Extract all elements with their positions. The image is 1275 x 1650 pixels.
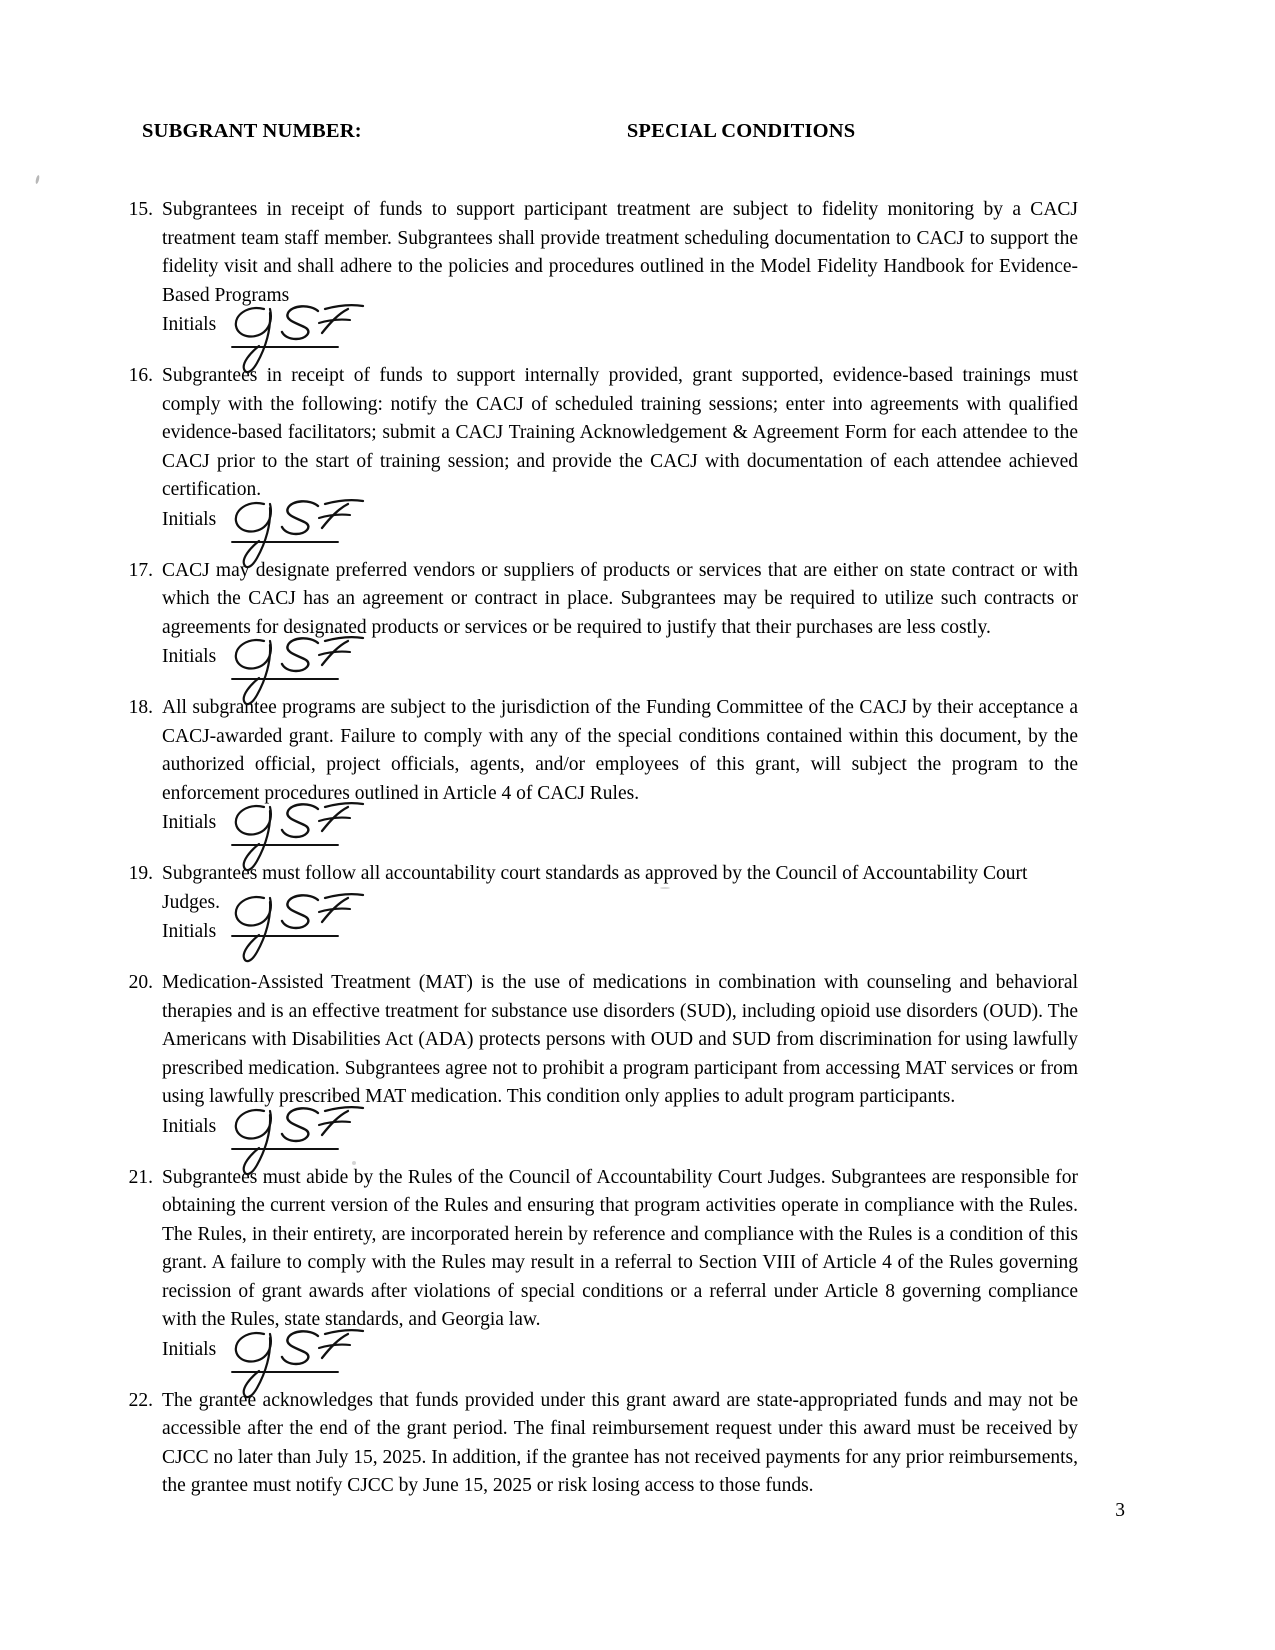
condition-number: 18. [128, 697, 153, 718]
condition-text: The grantee acknowledges that funds provided under this grant award are state-appropriated funds and may not be accessible after the end of the grant period. The final reimbursement request under this award must be received by CJCC no later than July 15, 2025. In addition, if the grantee has not received payments for any prior reimbursements, the grantee must notify CJCC by June 15, 2025 or risk losing access to those funds. [162, 1389, 1078, 1496]
condition-body [162, 969, 1078, 1147]
initials-row [162, 1113, 1078, 1147]
initials-row [162, 918, 1078, 952]
initials-label: Initials [162, 1115, 217, 1137]
initials-label: Initials [162, 314, 217, 335]
condition-body [162, 196, 1078, 345]
initials-label: Initials [162, 812, 217, 833]
initials-row [162, 1336, 1078, 1370]
initials-row [162, 506, 1078, 540]
initials-label: Initials [162, 646, 217, 667]
condition-number: 20. [128, 972, 153, 993]
condition-body [162, 362, 1078, 540]
scan-artifact [35, 175, 40, 184]
condition-number: 22. [128, 1389, 153, 1411]
condition-item [128, 694, 1078, 843]
page-header [142, 120, 1142, 143]
condition-body [162, 694, 1078, 843]
condition-text: Subgrantees must follow all accountability court standards as approved by the Council of Accountability Court [162, 863, 1028, 884]
condition-item [128, 557, 1078, 678]
condition-item [128, 362, 1078, 540]
condition-body [162, 1164, 1078, 1370]
condition-number: 15. [128, 199, 153, 220]
special-conditions-title: SPECIAL CONDITIONS [626, 120, 856, 142]
condition-number: 17. [128, 559, 153, 581]
initials-label: Initials [162, 921, 217, 942]
condition-item [128, 1387, 1078, 1501]
condition-text: Subgrantees in receipt of funds to support internally provided, grant supported, evidence-based trainings must comply with the following: notify the CACJ of scheduled training sessions; enter into agreements with qualified evidence-based facilitators; submit a CACJ Training Acknowledgement & Agreement Form for each attendee to the CACJ prior to the start of training session; and provide the CACJ with documentation of each attendee achieved certification. [162, 365, 1078, 500]
condition-text: Medication-Assisted Treatment (MAT) is the use of medications in combination with counseling and behavioral therapies and is an effective treatment for substance use disorders (SUD), including opioid use disorders (OUD). The Americans with Disabilities Act (ADA) protects persons with OUD and SUD from discrimination for using lawfully prescribed medication. Subgrantees agree not to prohibit a program participant from accessing MAT services or from using lawfully prescribed MAT medication. This condition only applies to adult program participants. [162, 972, 1078, 1107]
condition-body [162, 860, 1078, 952]
condition-text: CACJ may designate preferred vendors or suppliers of products or services that are either on state contract or with which the CACJ has an agreement or contract in place. Subgrantees may be required to utilize such contracts or agreements for designated products or services or be required to justify that their purchases are less costly. [162, 559, 1078, 638]
condition-text: Subgrantees in receipt of funds to support participant treatment are subject to fidelity monitoring by a CACJ treatment team staff member. Subgrantees shall provide treatment scheduling documentation to CACJ to support the fidelity visit and shall adhere to the policies and procedures outlined in the Model Fidelity Handbook for Evidence-Based Programs [162, 199, 1078, 306]
initials-label: Initials [162, 508, 217, 530]
condition-item [128, 1164, 1078, 1370]
condition-body [162, 557, 1078, 678]
initials-label: Initials [162, 1338, 217, 1360]
initials-row [162, 311, 1078, 345]
conditions-list [128, 196, 1078, 1518]
condition-body [162, 1387, 1078, 1501]
condition-text: Subgrantees must abide by the Rules of the Council of Accountability Court Judges. Subgrantees are responsible for obtaining the current version of the Rules and ensuring that program activities operate in compliance with the Rules. The Rules, in their entirety, are incorporated herein by reference and compliance with the Rules is a condition of this grant. A failure to comply with the Rules may result in a referral to Section VIII of Article 4 of the Rules governing recission of grant awards after violations of special conditions or a referral under Article 8 governing compliance with the Rules, state standards, and Georgia law. [162, 1166, 1078, 1330]
condition-number: 21. [128, 1166, 153, 1188]
page-number: 3 [1115, 1500, 1125, 1521]
condition-item [128, 860, 1078, 952]
condition-item [128, 969, 1078, 1147]
condition-number: 16. [128, 365, 153, 386]
condition-number: 19. [128, 863, 153, 884]
condition-text-tail: Judges. [162, 891, 220, 913]
initials-row [162, 809, 1078, 843]
condition-item [128, 196, 1078, 345]
initials-row [162, 643, 1078, 677]
subgrant-number-label: SUBGRANT NUMBER: [142, 120, 362, 142]
condition-text: All subgrantee programs are subject to the jurisdiction of the Funding Committee of the CACJ by their acceptance a CACJ-awarded grant. Failure to comply with any of the special conditions contained within this document, by the authorized official, project officials, agents, and/or employees of this grant, will subject the program to the enforcement procedures outlined in Article 4 of CACJ Rules. [162, 697, 1078, 804]
